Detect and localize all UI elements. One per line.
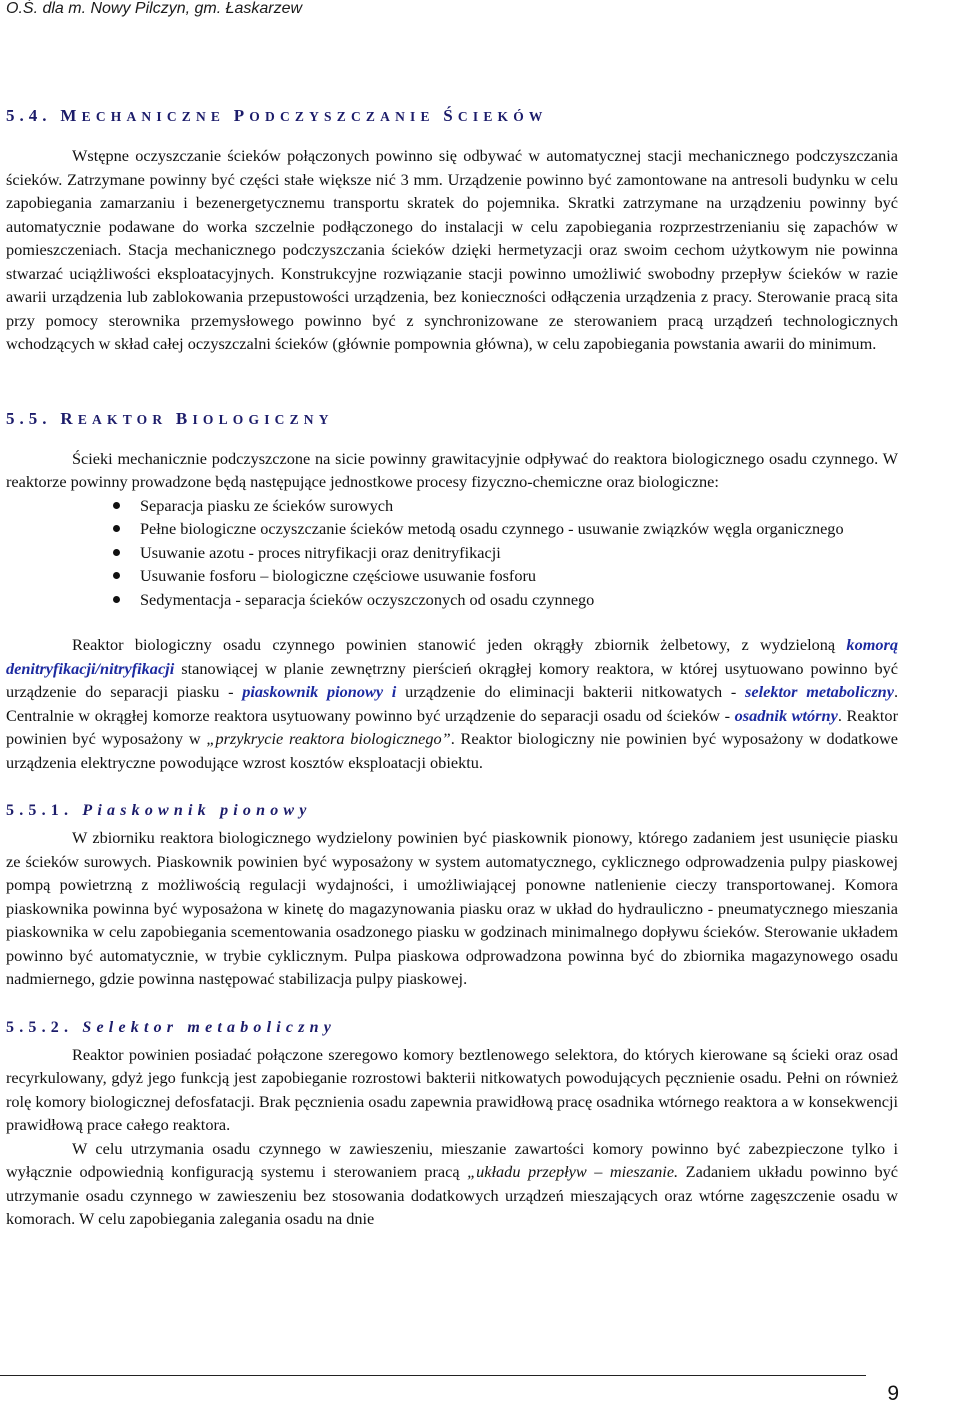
bullet-icon [113, 572, 120, 579]
footer-divider [0, 1375, 866, 1376]
list-item: Usuwanie fosforu – biologiczne częściowe usuwanie fosforu [6, 564, 898, 588]
highlight-term: piaskownik pionowy i [242, 682, 397, 701]
paragraph-5-5-2-b: W celu utrzymania osadu czynnego w zawieszeniu, mieszanie zawartości komory powinno być zabezpieczone tylko i wyłącznie odpowiednią konfiguracją systemu i sterowaniem pracą „układu przepływ – mieszanie. Zadaniem układu powinno być utrzymanie osadu czynnego w zawieszeniu bez stosowania dodatkowych urządzeń mieszających oraz wtórne zagęszczenie osadu w komorach. W celu zapobiegania zalegania osadu na dnie [6, 1138, 898, 1228]
page-number: 9 [887, 1382, 899, 1405]
list-item: Sedymentacja - separacja ścieków oczyszczonych od osadu czynnego [6, 588, 898, 612]
bullet-icon [113, 549, 120, 556]
document-body [6, 104, 898, 1231]
highlight-term: komorą denitryfikacji/nitryfikacji [6, 635, 898, 678]
bullet-icon [113, 596, 120, 603]
paragraph-5-4: Wstępne oczyszczanie ścieków połączonych powinno się odbywać w automatycznej stacji mechanicznego podczyszczania ścieków. Zatrzymane powinny być części stałe większe nić 3 mm. Urządzenie powinno być zamontowane na antresoli budynku w celu zapobiegania zamarzaniu i bezenergetycznemu transportu skratek do pojemnika. Skratki zatrzymane na urządzeniu powinny być automatycznie podawane do worka szczelnie podłączonego do instalacji w celu zapobiegania rozprzestrzenianiu się zapachów w pomieszczeniach. Stacja mechanicznego podczyszczania ścieków dzięki hermetyzacji oraz swoim cechom użytkowym nie powinna stwarzać uciążliwości eksploatacyjnych. Konstrukcyjne rozwiązanie stacji powinno umożliwić swobodny przepływ ścieków w razie awarii urządzenia lub zablokowania przepustowości urządzenia, bez konieczności odłączenia urządzenia z pracy. Sterowanie pracą sita przy pomocy sterownika przemysłowego powinno być z synchronizowane ze sterowaniem pracą urządzeń technologicznych wchodzących w skład całej oczyszczalni ścieków (głównie pompownia główna), w celu zapobiegania powstania awarii do minimum. [6, 146, 898, 353]
section-number: 5.5. [6, 408, 52, 428]
section-heading-5-5 [6, 407, 898, 432]
subsection-title: Selektor metaboliczny [82, 1018, 337, 1036]
subsection-number: 5.5.2. [6, 1018, 74, 1036]
highlight-term: osadnik wtórny [734, 705, 838, 725]
paragraph-5-5-intro: Ścieki mechanicznie podczyszczone na sicie powinny grawitacyjnie odpływać do reaktora biologicznego osadu czynnego. W reaktorze powinny prowadzone będą następujące jednostkowe procesy fizyczno-chemiczne oraz biologiczne: [6, 448, 898, 491]
paragraph-5-5-2-a: Reaktor powinien posiadać połączone szeregowo komory beztlenowego selektora, do których kierowane są ścieki oraz osad recyrkulowany, gdyż jego funkcją jest zapobieganie rozrostowi bakterii nitkowatych powodujących pęcznienie osadu. Pełni on również rolę komory biologicznej defosfatacji. Brak pęcznienia osadu zapewnia prawidłową pracę osadnika wtórnego reaktora a w konsekwencji prawidłową prace całego reaktora. [6, 1044, 898, 1134]
subsection-heading-5-5-2 [6, 1016, 898, 1040]
subsection-heading-5-5-1 [6, 799, 898, 823]
section-number: 5.4. [6, 106, 52, 125]
paragraph-5-5-1: W zbiorniku reaktora biologicznego wydzielony powinien być piaskownik pionowy, którego zadaniem jest usunięcie piasku ze ścieków surowych. Piaskownik powinien być wyposażony w system automatycznego, cyklicznego odprowadzenia pulpy piaskowej pompą powietrzną z możliwością regulacji wydajności, i umożliwiającej ponowne natlenienie cieczy transportowanej. Komora piaskownika powinna być wyposażona w kinetę do magazynowania piasku oraz w układ do hydrauliczno - pneumatycznego mieszania piaskownika w celu zapobiegania scementowania osadzonego piasku w godzinach minimalnego dopływu ścieków. Sterowanie układem powinno być automatycznie, w trybie cyklicznym. Pulpa piaskowa odprowadzona powinna być do zbiornika magazynowego osadu nadmiernego, gdzie powinna następować stabilizacja pulpy piaskowej. [6, 828, 898, 988]
section-title: MECHANICZNE PODCZYSZCZANIE ŚCIEKÓW [60, 106, 548, 125]
bullet-icon [113, 502, 120, 509]
running-header: O.Ś. dla m. Nowy Pilczyn, gm. Łaskarzew [6, 0, 303, 17]
section-title: REAKTOR BIOLOGICZNY [60, 408, 334, 428]
subsection-number: 5.5.1. [6, 802, 74, 819]
subsection-title: Piaskownik pionowy [82, 802, 312, 819]
list-item: Usuwanie azotu - proces nitryfikacji oraz denitryfikacji [6, 541, 898, 565]
list-item: Pełne biologiczne oczyszczanie ścieków metodą osadu czynnego - usuwanie związków węgla organicznego [6, 517, 898, 541]
bullet-icon [113, 525, 120, 532]
highlight-term: selektor metaboliczny [745, 682, 894, 701]
list-item: Separacja piasku ze ścieków surowych [6, 494, 898, 518]
section-heading-5-4 [6, 104, 898, 129]
paragraph-reactor: Reaktor biologiczny osadu czynnego powinien stanowić jeden okrągły zbiornik żelbetowy, z wydzieloną komorą denitryfikacji/nitryfikacji stanowiącej w planie zewnętrzny pierścień okrągłej komory reaktora, w której usytuowano powinno być urządzenie do separacji piasku - piaskownik pionowy i urządzenie do eliminacji bakterii nitkowatych - selektor metaboliczny. Centralnie w okrągłej komorze reaktora usytuowany powinno być urządzenie do separacji osadu od ścieków - osadnik wtórny. Reaktor powinien być wyposażony w „przykrycie reaktora biologicznego”. Reaktor biologiczny nie powinien być wyposażony w dodatkowe urządzenia elektryczne powodujące wzrost kosztów eksploatacji obiektu. [6, 635, 899, 772]
process-list [6, 494, 898, 612]
